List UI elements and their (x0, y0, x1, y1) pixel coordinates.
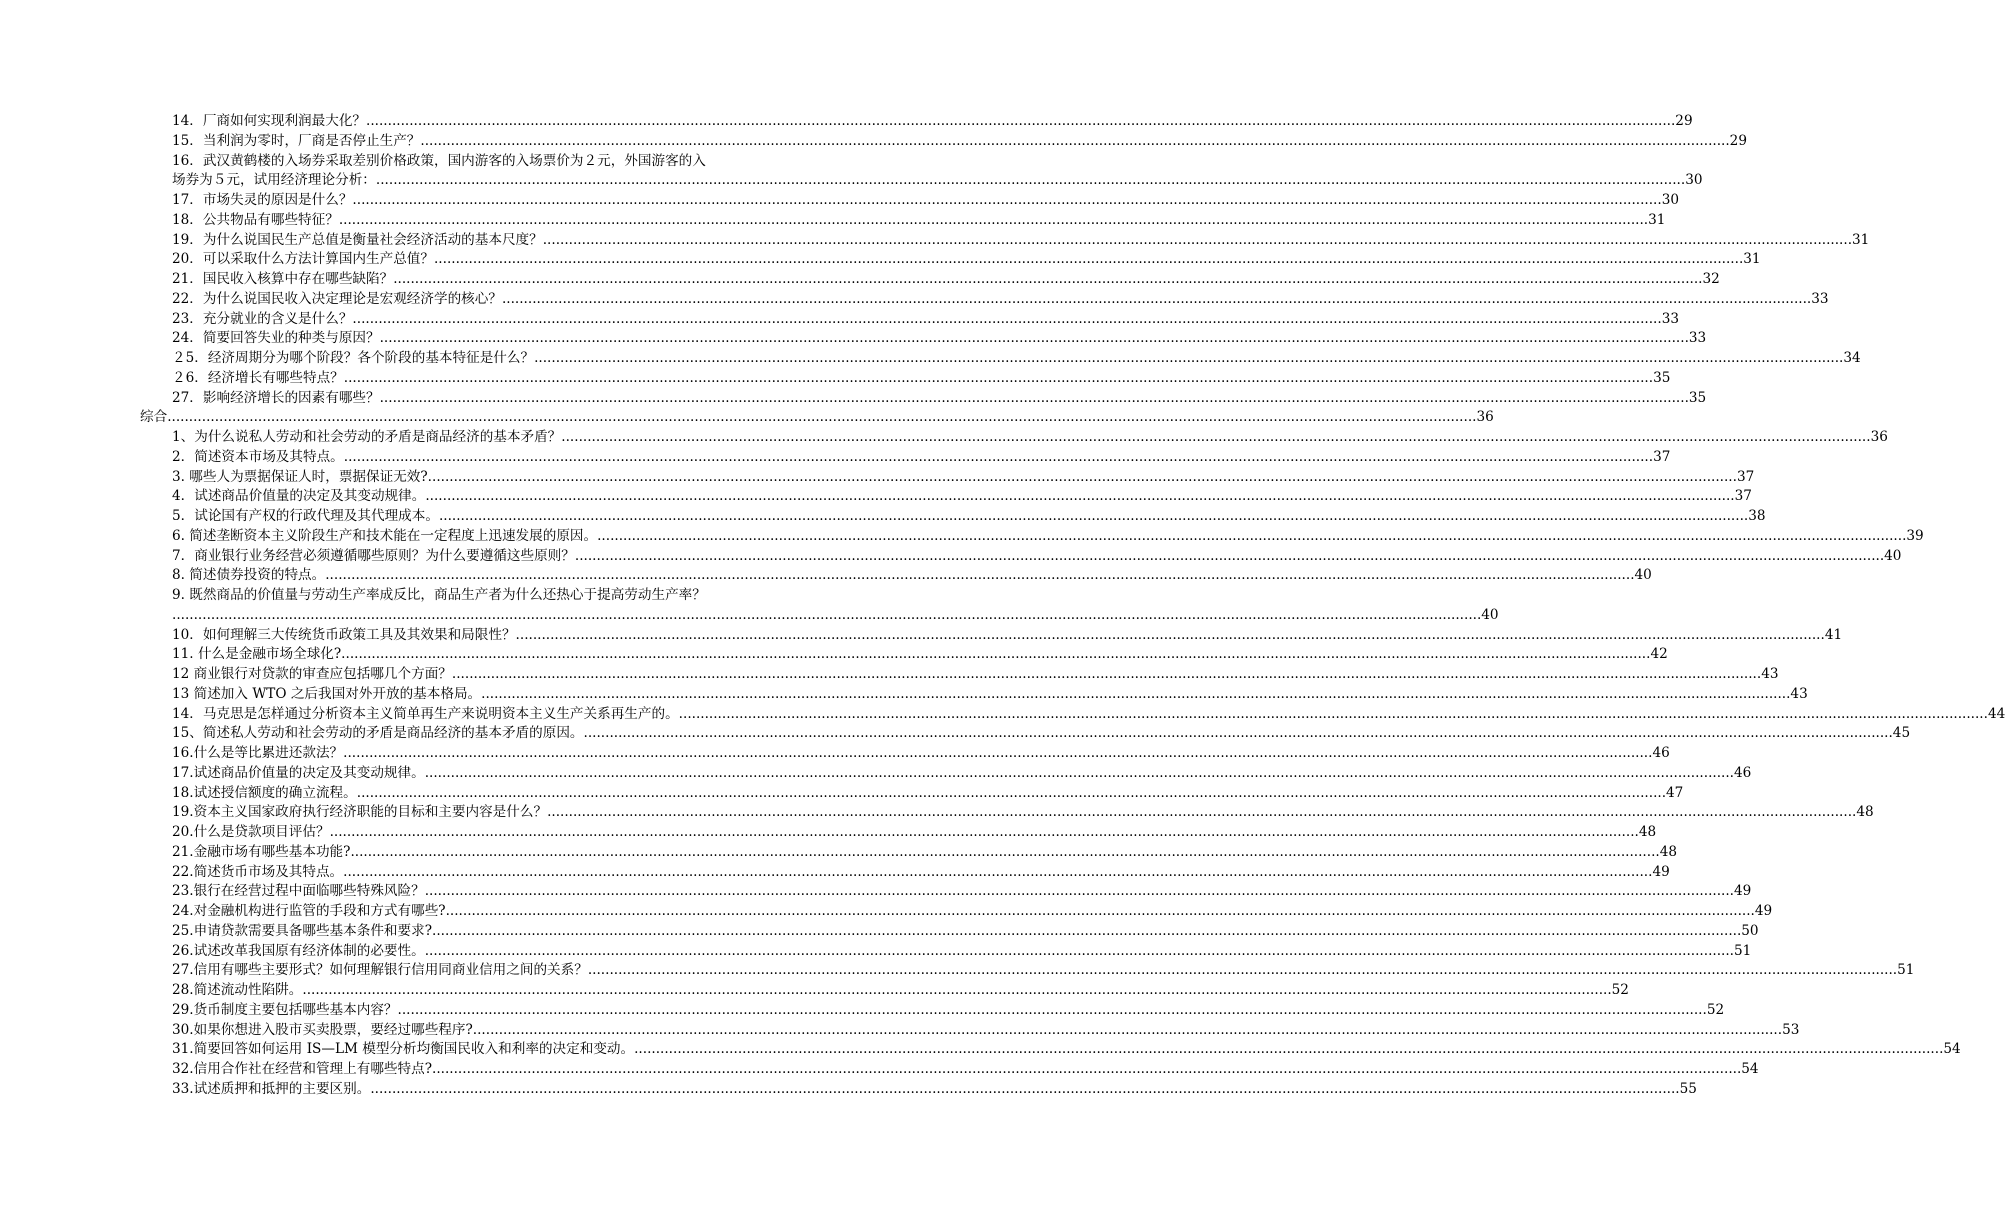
toc-entry[interactable] (0, 507, 1766, 527)
dot-leader (380, 329, 1689, 349)
toc-entry-text: 19．为什么说国民生产总值是衡量社会经济活动的基本尺度？ (172, 231, 543, 248)
toc-entry[interactable] (0, 823, 1657, 843)
toc-entry-line[interactable] (0, 152, 950, 172)
dot-leader (425, 487, 1734, 507)
toc-entry-text: 29.货币制度主要包括哪些基本内容？ (172, 1001, 398, 1018)
toc-entry-text: 3. 哪些人为票据保证人时，票据保证无效? (172, 468, 428, 485)
toc-entry[interactable] (0, 329, 1707, 349)
toc-entry[interactable] (0, 112, 1693, 132)
toc-entry[interactable] (0, 626, 1843, 646)
toc-entry-text: 22．为什么说国民收入决定理论是宏观经济学的核心？ (172, 290, 502, 307)
toc-entry[interactable] (0, 191, 1680, 211)
toc-page-number: 51 (1897, 962, 1915, 979)
toc-page-number: 48 (1659, 843, 1678, 860)
dot-leader (432, 1060, 1741, 1080)
toc-page-number: 43 (1761, 666, 1779, 682)
dot-leader (432, 922, 1741, 942)
toc-entry-text: 17.试述商品价值量的决定及其变动规律。 (172, 764, 425, 781)
dot-leader (357, 784, 1666, 804)
dot-leader (343, 863, 1652, 883)
toc-page-number: 43 (1790, 685, 1808, 702)
dot-leader (473, 1021, 1782, 1041)
toc-entry-text: 15、简述私人劳动和社会劳动的矛盾是商品经济的基本矛盾的原因。 (172, 725, 584, 742)
dot-leader (534, 349, 1843, 369)
toc-entry[interactable] (0, 369, 1671, 389)
toc-entry[interactable] (0, 270, 1720, 290)
toc-page-number: 30 (1685, 172, 1703, 189)
toc-entry[interactable] (0, 685, 1808, 705)
toc-page-number: 45 (1892, 725, 1911, 742)
toc-entry[interactable] (0, 250, 1761, 270)
toc-entry-text: 18.试述授信额度的确立流程。 (172, 784, 357, 801)
toc-page-number: 35 (1653, 369, 1671, 386)
toc-entry[interactable] (0, 171, 1703, 191)
toc-entry-text: 17．市场失灵的原因是什么？ (172, 192, 353, 208)
toc-entry[interactable] (0, 349, 1861, 369)
dot-leader (380, 389, 1689, 409)
toc-page-number: 34 (1843, 350, 1861, 366)
dot-leader (425, 942, 1734, 962)
toc-page-number: 49 (1652, 863, 1670, 880)
toc-entry[interactable] (0, 764, 1752, 784)
toc-page-number: 49 (1734, 883, 1752, 900)
toc-page-number: 33 (1688, 330, 1707, 347)
dot-leader (547, 803, 1856, 823)
toc-page-number: 40 (1481, 606, 1499, 623)
toc-entry-text: 13 简述加入 WTO 之后我国对外开放的基本格局。 (172, 685, 482, 702)
toc-entry-text: 31.简要回答如何运用 IS—LM 模型分析均衡国民收入和利率的决定和变动。 (172, 1041, 635, 1058)
toc-page-number: 30 (1661, 192, 1680, 208)
toc-entry-text: 11. 什么是金融市场全球化? (172, 646, 342, 663)
toc-entry-text: 5．试论国有产权的行政代理及其代理成本。 (172, 508, 439, 524)
toc-entry[interactable] (0, 527, 1924, 547)
toc-entry[interactable] (0, 487, 1752, 507)
toc-page-number: 52 (1611, 982, 1629, 998)
toc-entry-text: 21．国民收入核算中存在哪些缺陷？ (172, 271, 394, 287)
dot-leader (584, 724, 1893, 744)
dot-leader (502, 290, 1811, 310)
toc-entry-text: 1、为什么说私人劳动和社会劳动的矛盾是商品经济的基本矛盾？ (172, 429, 562, 445)
toc-entry-text: 30.如果你想进入股市买卖股票，要经过哪些程序? (172, 1021, 473, 1038)
toc-entry-text: 12 商业银行对贷款的审查应包括哪几个方面？ (172, 666, 452, 682)
toc-page-number: 31 (1743, 251, 1761, 268)
dot-leader (393, 270, 1702, 290)
toc-page-number: 44 (1987, 705, 2005, 722)
dot-leader (425, 882, 1734, 902)
toc-page-number: 31 (1852, 231, 1870, 248)
dot-leader (350, 843, 1659, 863)
toc-entry-text: 20.什么是贷款项目评估？ (172, 824, 330, 840)
toc-entry-text: 27.信用有哪些主要形式？如何理解银行信用同商业信用之间的关系？ (172, 962, 588, 979)
toc-page-number: 46 (1652, 745, 1670, 761)
dot-leader (366, 112, 1675, 132)
dot-leader (330, 823, 1639, 843)
toc-entry[interactable] (0, 1021, 1800, 1041)
dot-leader (588, 961, 1897, 981)
dot-leader (420, 132, 1729, 152)
toc-entry-text: 22.简述货币市场及其特点。 (172, 863, 344, 880)
toc-entry-text: 20．可以采取什么方法计算国内生产总值？ (172, 251, 434, 268)
dot-leader (325, 566, 1634, 586)
toc-entry-text: 18．公共物品有哪些特征？ (172, 211, 339, 228)
dot-leader (634, 1040, 1943, 1060)
dot-leader (172, 606, 1481, 626)
dot-leader (452, 665, 1761, 685)
toc-page-number: 47 (1666, 784, 1684, 801)
toc-page-number: 29 (1729, 132, 1747, 149)
dot-leader (344, 448, 1653, 468)
toc-page-number: 40 (1634, 567, 1652, 584)
toc-page-number: 36 (1476, 409, 1494, 426)
toc-page-number: 39 (1906, 527, 1924, 544)
toc-entry-text: 16.什么是等比累进还款法？ (172, 745, 344, 761)
toc-entry-text: 2．简述资本市场及其特点。 (172, 448, 344, 465)
toc-entry[interactable] (0, 843, 1678, 863)
toc-page-number: 46 (1734, 764, 1752, 781)
toc-entry[interactable] (0, 1060, 1759, 1080)
dot-leader (376, 171, 1685, 191)
toc-page-number: 33 (1661, 310, 1680, 327)
toc-entry-text: 14．厂商如何实现利润最大化？ (172, 113, 367, 129)
dot-leader (679, 705, 1988, 725)
toc-page-number: 37 (1653, 448, 1671, 465)
toc-entry-text: 7．商业银行业务经营必须遵循哪些原则？为什么要遵循这些原则？ (172, 547, 575, 564)
toc-entry[interactable] (0, 231, 1870, 251)
toc-entry-text: 综合 (140, 409, 168, 426)
toc-entry[interactable] (0, 961, 1915, 981)
toc-entry-text: 24.对金融机构进行监管的手段和方式有哪些? (172, 903, 446, 919)
toc-page-number: 35 (1688, 389, 1707, 406)
toc-entry-text: 23．充分就业的含义是什么？ (172, 310, 353, 327)
dot-leader (597, 527, 1906, 547)
toc-page-number: 50 (1741, 922, 1759, 939)
toc-page-number: 53 (1782, 1021, 1800, 1038)
dot-leader (344, 369, 1653, 389)
toc-entry[interactable] (0, 132, 1747, 152)
toc-entry-text: 26.试述改革我国原有经济体制的必要性。 (172, 942, 425, 959)
toc-entry-line[interactable] (0, 586, 950, 606)
toc-entry[interactable] (0, 389, 1707, 409)
toc-entry-text: 21.金融市场有哪些基本功能? (172, 843, 351, 860)
dot-leader (352, 310, 1661, 330)
toc-page-number: 41 (1824, 626, 1843, 643)
dot-leader (341, 645, 1650, 665)
toc-entry[interactable] (0, 1080, 1697, 1100)
dot-leader (434, 250, 1743, 270)
toc-entry-text: ２6．经济增长有哪些特点？ (172, 369, 344, 386)
toc-entry[interactable] (0, 211, 1666, 231)
dot-leader (446, 902, 1755, 922)
dot-leader (425, 764, 1734, 784)
toc-entry[interactable] (0, 566, 1652, 586)
dot-leader (561, 428, 1870, 448)
dot-leader (439, 507, 1748, 527)
toc-entry-text: 10．如何理解三大传统货币政策工具及其效果和局限性？ (172, 626, 516, 643)
toc-page-number: 49 (1754, 903, 1773, 919)
dot-leader (302, 981, 1611, 1001)
toc-entry-text: 14．马克思是怎样通过分析资本主义简单再生产来说明资本主义生产关系再生产的。 (172, 705, 679, 722)
dot-leader (398, 1001, 1707, 1021)
toc-entry-text: 33.试述质押和抵押的主要区别。 (172, 1080, 371, 1097)
dot-leader (428, 468, 1737, 488)
toc-entry-text: 23.银行在经营过程中面临哪些特殊风险？ (172, 883, 425, 900)
toc-entry[interactable] (0, 547, 1902, 567)
toc-entry[interactable] (0, 942, 1752, 962)
dot-leader (370, 1080, 1679, 1100)
toc-entry-text: 25.申请贷款需要具备哪些基本条件和要求? (172, 922, 432, 939)
toc-entry-text: 24．简要回答失业的种类与原因？ (172, 330, 380, 347)
toc-entry[interactable] (0, 428, 1888, 448)
toc-page-number: 52 (1706, 1001, 1725, 1018)
toc-page-number: 40 (1884, 547, 1902, 564)
toc-page-number: 32 (1702, 271, 1720, 287)
toc-page-number: 51 (1734, 942, 1752, 959)
toc-page-number: 36 (1870, 429, 1888, 445)
toc-page-number: 31 (1648, 211, 1666, 228)
toc-entry[interactable] (0, 981, 1629, 1001)
toc-entry-text: 6. 简述垄断资本主义阶段生产和技术能在一定程度上迅速发展的原因。 (172, 527, 598, 544)
dot-leader (516, 626, 1825, 646)
toc-entry[interactable] (0, 468, 1755, 488)
toc-page-number: 38 (1748, 508, 1766, 524)
dot-leader (343, 744, 1652, 764)
toc-entry[interactable] (0, 1040, 1961, 1060)
toc-page-number: 48 (1638, 824, 1657, 840)
dot-leader (167, 408, 1476, 428)
toc-page-number: 37 (1736, 468, 1755, 485)
toc-entry-text: 9. 既然商品的价值量与劳动生产率成反比，商品生产者为什么还热心于提高劳动生产率？ (172, 587, 706, 603)
toc-entry[interactable] (0, 290, 1829, 310)
toc-page-number: 33 (1811, 290, 1829, 307)
toc-entry-text: 27．影响经济增长的因素有哪些？ (172, 389, 380, 406)
toc-entry[interactable] (0, 310, 1680, 330)
toc-entry-text: 32.信用合作社在经营和管理上有哪些特点? (172, 1061, 432, 1077)
toc-entry-text: 15．当利润为零时，厂商是否停止生产？ (172, 132, 421, 149)
toc-entry-text: 19.资本主义国家政府执行经济职能的目标和主要内容是什么？ (172, 804, 548, 821)
dot-leader (339, 211, 1648, 231)
dot-leader (481, 685, 1790, 705)
toc-page-number: 54 (1741, 1061, 1759, 1077)
toc-entry-text: 16．武汉黄鹤楼的入场券采取差别价格政策，国内游客的入场票价为２元，外国游客的入 (172, 152, 706, 169)
dot-leader (575, 547, 1884, 567)
toc-entry[interactable] (0, 784, 1684, 804)
toc-entry-text: 28.简述流动性陷阱。 (172, 982, 303, 998)
toc-section-heading[interactable] (0, 408, 1494, 428)
toc-entry[interactable] (0, 902, 1773, 922)
toc-page-number: 55 (1679, 1080, 1697, 1097)
toc-entry[interactable] (0, 606, 1499, 626)
toc-entry[interactable] (0, 922, 1759, 942)
toc-entry[interactable] (0, 724, 1911, 744)
toc-entry-text: 8. 简述债券投资的特点。 (172, 567, 326, 584)
toc-entry-text: ２5．经济周期分为哪个阶段？各个阶段的基本特征是什么？ (172, 350, 535, 366)
toc-entry[interactable] (0, 705, 2005, 725)
toc-entry[interactable] (0, 1001, 1725, 1021)
toc-entry-text: 场券为５元，试用经济理论分析： (172, 172, 376, 189)
toc-entry[interactable] (0, 863, 1670, 883)
toc-page-number: 54 (1943, 1041, 1961, 1058)
toc-entry-text: 4．试述商品价值量的决定及其变动规律。 (172, 488, 426, 505)
toc-page-number: 37 (1734, 488, 1752, 505)
table-of-contents (0, 112, 2005, 1100)
toc-entry[interactable] (0, 665, 1779, 685)
dot-leader (352, 191, 1661, 211)
toc-page-number: 48 (1856, 804, 1874, 821)
toc-page-number: 29 (1675, 113, 1693, 129)
toc-entry[interactable] (0, 645, 1668, 665)
toc-entry[interactable] (0, 448, 1671, 468)
toc-entry[interactable] (0, 803, 1874, 823)
toc-page-number: 42 (1650, 646, 1668, 663)
dot-leader (543, 231, 1852, 251)
toc-entry[interactable] (0, 744, 1670, 764)
toc-entry[interactable] (0, 882, 1752, 902)
